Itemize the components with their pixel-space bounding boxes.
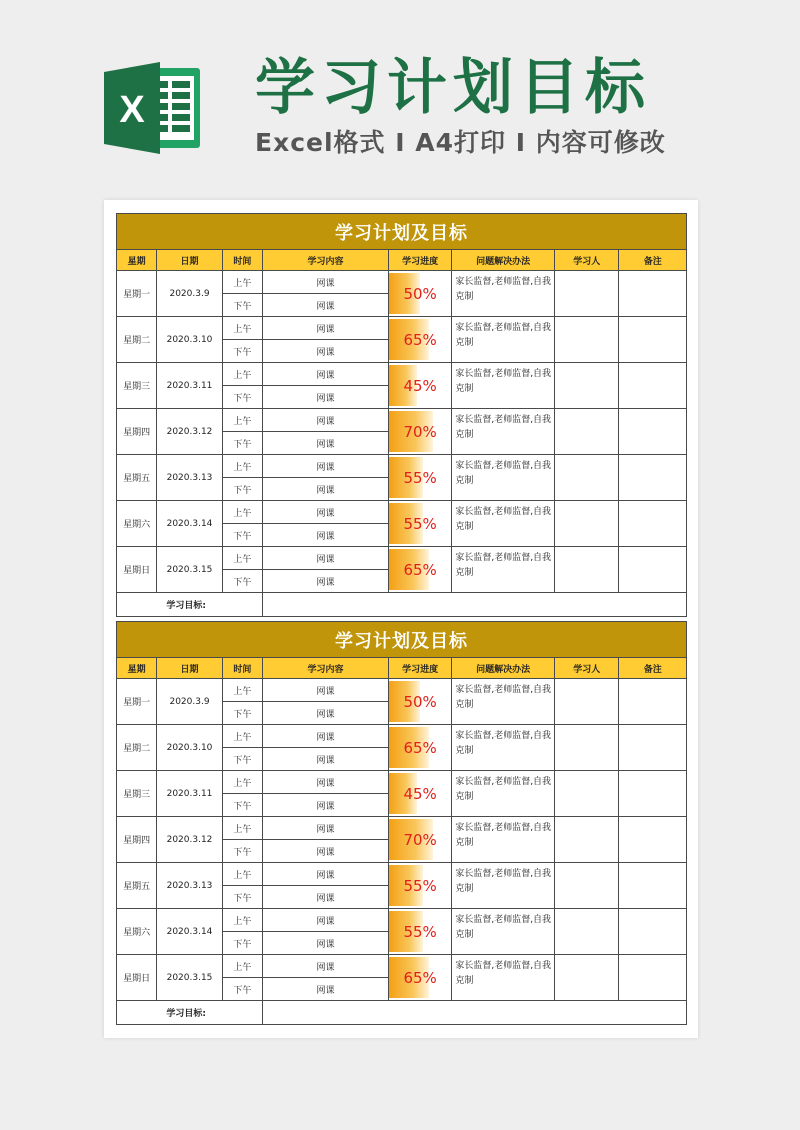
content-pm-cell[interactable]: 网课 xyxy=(263,932,389,955)
table-row xyxy=(117,271,687,294)
content-am-cell[interactable]: 网课 xyxy=(263,317,389,340)
method-cell[interactable]: 家长监督,老师监督,自我克制 xyxy=(452,817,555,863)
column-header: 问题解决办法 xyxy=(452,658,555,679)
time-am-cell[interactable]: 上午 xyxy=(222,455,262,478)
table-row xyxy=(117,725,687,748)
content-am-cell[interactable]: 网课 xyxy=(263,501,389,524)
date-cell[interactable]: 2020.3.15 xyxy=(157,955,222,1001)
column-header: 星期 xyxy=(117,250,157,271)
note-cell[interactable] xyxy=(619,909,687,955)
method-cell[interactable]: 家长监督,老师监督,自我克制 xyxy=(452,363,555,409)
table-row xyxy=(117,409,687,432)
learner-cell[interactable] xyxy=(555,271,619,317)
progress-label: 65% xyxy=(403,738,437,757)
column-header: 学习进度 xyxy=(388,250,451,271)
table-row xyxy=(117,863,687,886)
time-am-cell[interactable]: 上午 xyxy=(222,547,262,570)
time-am-cell[interactable]: 上午 xyxy=(222,725,262,748)
progress-cell[interactable] xyxy=(388,679,451,725)
note-cell[interactable] xyxy=(619,317,687,363)
table-row xyxy=(117,317,687,340)
table-title: 学习计划及目标 xyxy=(117,214,687,250)
progress-cell[interactable] xyxy=(388,547,451,593)
column-header: 备注 xyxy=(619,658,687,679)
method-cell[interactable]: 家长监督,老师监督,自我克制 xyxy=(452,955,555,1001)
content-am-cell[interactable]: 网课 xyxy=(263,679,389,702)
progress-label: 55% xyxy=(403,468,437,487)
column-header: 时间 xyxy=(222,658,262,679)
column-header: 学习内容 xyxy=(263,658,389,679)
time-pm-cell[interactable]: 下午 xyxy=(222,794,262,817)
progress-cell[interactable] xyxy=(388,317,451,363)
learner-cell[interactable] xyxy=(555,547,619,593)
excel-logo-icon xyxy=(104,62,204,154)
column-header: 备注 xyxy=(619,250,687,271)
table-row xyxy=(117,501,687,524)
method-cell[interactable]: 家长监督,老师监督,自我克制 xyxy=(452,863,555,909)
excel-logo-letter: X xyxy=(119,89,145,131)
content-pm-cell[interactable]: 网课 xyxy=(263,478,389,501)
progress-label: 55% xyxy=(403,514,437,533)
content-pm-cell[interactable]: 网课 xyxy=(263,978,389,1001)
time-am-cell[interactable]: 上午 xyxy=(222,501,262,524)
content-pm-cell[interactable]: 网课 xyxy=(263,840,389,863)
date-cell[interactable]: 2020.3.12 xyxy=(157,817,222,863)
time-am-cell[interactable]: 上午 xyxy=(222,679,262,702)
content-am-cell[interactable]: 网课 xyxy=(263,455,389,478)
weekday-cell[interactable]: 星期一 xyxy=(117,271,157,317)
content-pm-cell[interactable]: 网课 xyxy=(263,432,389,455)
time-am-cell[interactable]: 上午 xyxy=(222,955,262,978)
content-pm-cell[interactable]: 网课 xyxy=(263,886,389,909)
progress-label: 70% xyxy=(403,830,437,849)
time-pm-cell[interactable]: 下午 xyxy=(222,932,262,955)
content-pm-cell[interactable]: 网课 xyxy=(263,294,389,317)
date-cell[interactable]: 2020.3.13 xyxy=(157,863,222,909)
table-row xyxy=(117,547,687,570)
content-pm-cell[interactable]: 网课 xyxy=(263,702,389,725)
content-am-cell[interactable]: 网课 xyxy=(263,863,389,886)
time-pm-cell[interactable]: 下午 xyxy=(222,748,262,771)
time-pm-cell[interactable]: 下午 xyxy=(222,340,262,363)
weekday-cell[interactable]: 星期五 xyxy=(117,863,157,909)
table-row xyxy=(117,817,687,840)
time-am-cell[interactable]: 上午 xyxy=(222,817,262,840)
time-am-cell[interactable]: 上午 xyxy=(222,863,262,886)
learner-cell[interactable] xyxy=(555,455,619,501)
method-cell[interactable]: 家长监督,老师监督,自我克制 xyxy=(452,771,555,817)
learner-cell[interactable] xyxy=(555,317,619,363)
column-header: 日期 xyxy=(157,658,222,679)
page-title: 学习计划目标 xyxy=(255,53,651,123)
table-row xyxy=(117,909,687,932)
column-header: 时间 xyxy=(222,250,262,271)
learner-cell[interactable] xyxy=(555,501,619,547)
learner-cell[interactable] xyxy=(555,909,619,955)
date-cell[interactable]: 2020.3.12 xyxy=(157,409,222,455)
date-cell[interactable]: 2020.3.10 xyxy=(157,725,222,771)
progress-cell[interactable] xyxy=(388,863,451,909)
time-pm-cell[interactable]: 下午 xyxy=(222,702,262,725)
date-cell[interactable]: 2020.3.9 xyxy=(157,271,222,317)
progress-cell[interactable] xyxy=(388,955,451,1001)
content-am-cell[interactable]: 网课 xyxy=(263,817,389,840)
content-am-cell[interactable]: 网课 xyxy=(263,547,389,570)
study-plan-table-1 xyxy=(116,213,687,617)
date-cell[interactable]: 2020.3.14 xyxy=(157,909,222,955)
weekday-cell[interactable]: 星期一 xyxy=(117,679,157,725)
date-cell[interactable]: 2020.3.14 xyxy=(157,501,222,547)
progress-cell[interactable] xyxy=(388,363,451,409)
progress-label: 45% xyxy=(403,376,437,395)
column-header: 问题解决办法 xyxy=(452,250,555,271)
column-header: 学习进度 xyxy=(388,658,451,679)
content-am-cell[interactable]: 网课 xyxy=(263,725,389,748)
goal-label: 学习目标: xyxy=(117,593,263,617)
progress-label: 70% xyxy=(403,422,437,441)
weekday-cell[interactable]: 星期六 xyxy=(117,501,157,547)
content-am-cell[interactable]: 网课 xyxy=(263,955,389,978)
method-cell[interactable]: 家长监督,老师监督,自我克制 xyxy=(452,455,555,501)
progress-cell[interactable] xyxy=(388,909,451,955)
progress-label: 45% xyxy=(403,784,437,803)
progress-cell[interactable] xyxy=(388,455,451,501)
date-cell[interactable]: 2020.3.15 xyxy=(157,547,222,593)
content-pm-cell[interactable]: 网课 xyxy=(263,386,389,409)
table-row xyxy=(117,955,687,978)
content-am-cell[interactable]: 网课 xyxy=(263,909,389,932)
date-cell[interactable]: 2020.3.11 xyxy=(157,771,222,817)
content-am-cell[interactable]: 网课 xyxy=(263,409,389,432)
progress-cell[interactable] xyxy=(388,725,451,771)
weekday-cell[interactable]: 星期六 xyxy=(117,909,157,955)
learner-cell[interactable] xyxy=(555,771,619,817)
time-am-cell[interactable]: 上午 xyxy=(222,771,262,794)
note-cell[interactable] xyxy=(619,863,687,909)
table-row xyxy=(117,455,687,478)
progress-cell[interactable] xyxy=(388,409,451,455)
page-subtitle: Excel格式 I A4打印 I 内容可修改 xyxy=(255,128,666,157)
progress-label: 50% xyxy=(403,692,437,711)
content-pm-cell[interactable]: 网课 xyxy=(263,748,389,771)
content-am-cell[interactable]: 网课 xyxy=(263,771,389,794)
method-cell[interactable]: 家长监督,老师监督,自我克制 xyxy=(452,909,555,955)
progress-label: 55% xyxy=(403,922,437,941)
column-header: 星期 xyxy=(117,658,157,679)
content-am-cell[interactable]: 网课 xyxy=(263,271,389,294)
method-cell[interactable]: 家长监督,老师监督,自我克制 xyxy=(452,317,555,363)
time-am-cell[interactable]: 上午 xyxy=(222,909,262,932)
learner-cell[interactable] xyxy=(555,679,619,725)
column-header: 学习内容 xyxy=(263,250,389,271)
time-am-cell[interactable]: 上午 xyxy=(222,271,262,294)
table-row xyxy=(117,771,687,794)
note-cell[interactable] xyxy=(619,547,687,593)
progress-label: 55% xyxy=(403,876,437,895)
date-cell[interactable]: 2020.3.9 xyxy=(157,679,222,725)
method-cell[interactable]: 家长监督,老师监督,自我克制 xyxy=(452,547,555,593)
progress-label: 65% xyxy=(403,330,437,349)
progress-cell[interactable] xyxy=(388,771,451,817)
learner-cell[interactable] xyxy=(555,409,619,455)
note-cell[interactable] xyxy=(619,409,687,455)
time-pm-cell[interactable]: 下午 xyxy=(222,570,262,593)
table-row xyxy=(117,363,687,386)
column-header: 学习人 xyxy=(555,658,619,679)
progress-cell[interactable] xyxy=(388,817,451,863)
time-am-cell[interactable]: 上午 xyxy=(222,317,262,340)
time-am-cell[interactable]: 上午 xyxy=(222,363,262,386)
document-sheet xyxy=(104,200,698,1038)
note-cell[interactable] xyxy=(619,725,687,771)
note-cell[interactable] xyxy=(619,501,687,547)
learner-cell[interactable] xyxy=(555,725,619,771)
date-cell[interactable]: 2020.3.11 xyxy=(157,363,222,409)
weekday-cell[interactable]: 星期四 xyxy=(117,817,157,863)
date-cell[interactable]: 2020.3.13 xyxy=(157,455,222,501)
weekday-cell[interactable]: 星期五 xyxy=(117,455,157,501)
weekday-cell[interactable]: 星期四 xyxy=(117,409,157,455)
weekday-cell[interactable]: 星期日 xyxy=(117,547,157,593)
learner-cell[interactable] xyxy=(555,863,619,909)
time-pm-cell[interactable]: 下午 xyxy=(222,478,262,501)
content-pm-cell[interactable]: 网课 xyxy=(263,570,389,593)
learner-cell[interactable] xyxy=(555,955,619,1001)
study-plan-table-2 xyxy=(116,621,687,1025)
content-pm-cell[interactable]: 网课 xyxy=(263,524,389,547)
note-cell[interactable] xyxy=(619,771,687,817)
time-pm-cell[interactable]: 下午 xyxy=(222,840,262,863)
note-cell[interactable] xyxy=(619,817,687,863)
time-pm-cell[interactable]: 下午 xyxy=(222,524,262,547)
table-row xyxy=(117,679,687,702)
time-pm-cell[interactable]: 下午 xyxy=(222,386,262,409)
goal-input-cell[interactable] xyxy=(263,593,687,617)
note-cell[interactable] xyxy=(619,679,687,725)
time-pm-cell[interactable]: 下午 xyxy=(222,886,262,909)
progress-label: 65% xyxy=(403,968,437,987)
column-header: 学习人 xyxy=(555,250,619,271)
progress-cell[interactable] xyxy=(388,271,451,317)
date-cell[interactable]: 2020.3.10 xyxy=(157,317,222,363)
note-cell[interactable] xyxy=(619,271,687,317)
goal-label: 学习目标: xyxy=(117,1001,263,1025)
method-cell[interactable]: 家长监督,老师监督,自我克制 xyxy=(452,679,555,725)
learner-cell[interactable] xyxy=(555,817,619,863)
content-pm-cell[interactable]: 网课 xyxy=(263,794,389,817)
progress-label: 50% xyxy=(403,284,437,303)
table-title: 学习计划及目标 xyxy=(117,622,687,658)
weekday-cell[interactable]: 星期三 xyxy=(117,771,157,817)
time-pm-cell[interactable]: 下午 xyxy=(222,432,262,455)
note-cell[interactable] xyxy=(619,363,687,409)
goal-input-cell[interactable] xyxy=(263,1001,687,1025)
time-pm-cell[interactable]: 下午 xyxy=(222,294,262,317)
weekday-cell[interactable]: 星期日 xyxy=(117,955,157,1001)
weekday-cell[interactable]: 星期二 xyxy=(117,725,157,771)
method-cell[interactable]: 家长监督,老师监督,自我克制 xyxy=(452,271,555,317)
note-cell[interactable] xyxy=(619,455,687,501)
method-cell[interactable]: 家长监督,老师监督,自我克制 xyxy=(452,725,555,771)
learner-cell[interactable] xyxy=(555,363,619,409)
weekday-cell[interactable]: 星期三 xyxy=(117,363,157,409)
column-header: 日期 xyxy=(157,250,222,271)
time-am-cell[interactable]: 上午 xyxy=(222,409,262,432)
method-cell[interactable]: 家长监督,老师监督,自我克制 xyxy=(452,501,555,547)
method-cell[interactable]: 家长监督,老师监督,自我克制 xyxy=(452,409,555,455)
weekday-cell[interactable]: 星期二 xyxy=(117,317,157,363)
content-am-cell[interactable]: 网课 xyxy=(263,363,389,386)
progress-cell[interactable] xyxy=(388,501,451,547)
content-pm-cell[interactable]: 网课 xyxy=(263,340,389,363)
time-pm-cell[interactable]: 下午 xyxy=(222,978,262,1001)
progress-label: 65% xyxy=(403,560,437,579)
note-cell[interactable] xyxy=(619,955,687,1001)
